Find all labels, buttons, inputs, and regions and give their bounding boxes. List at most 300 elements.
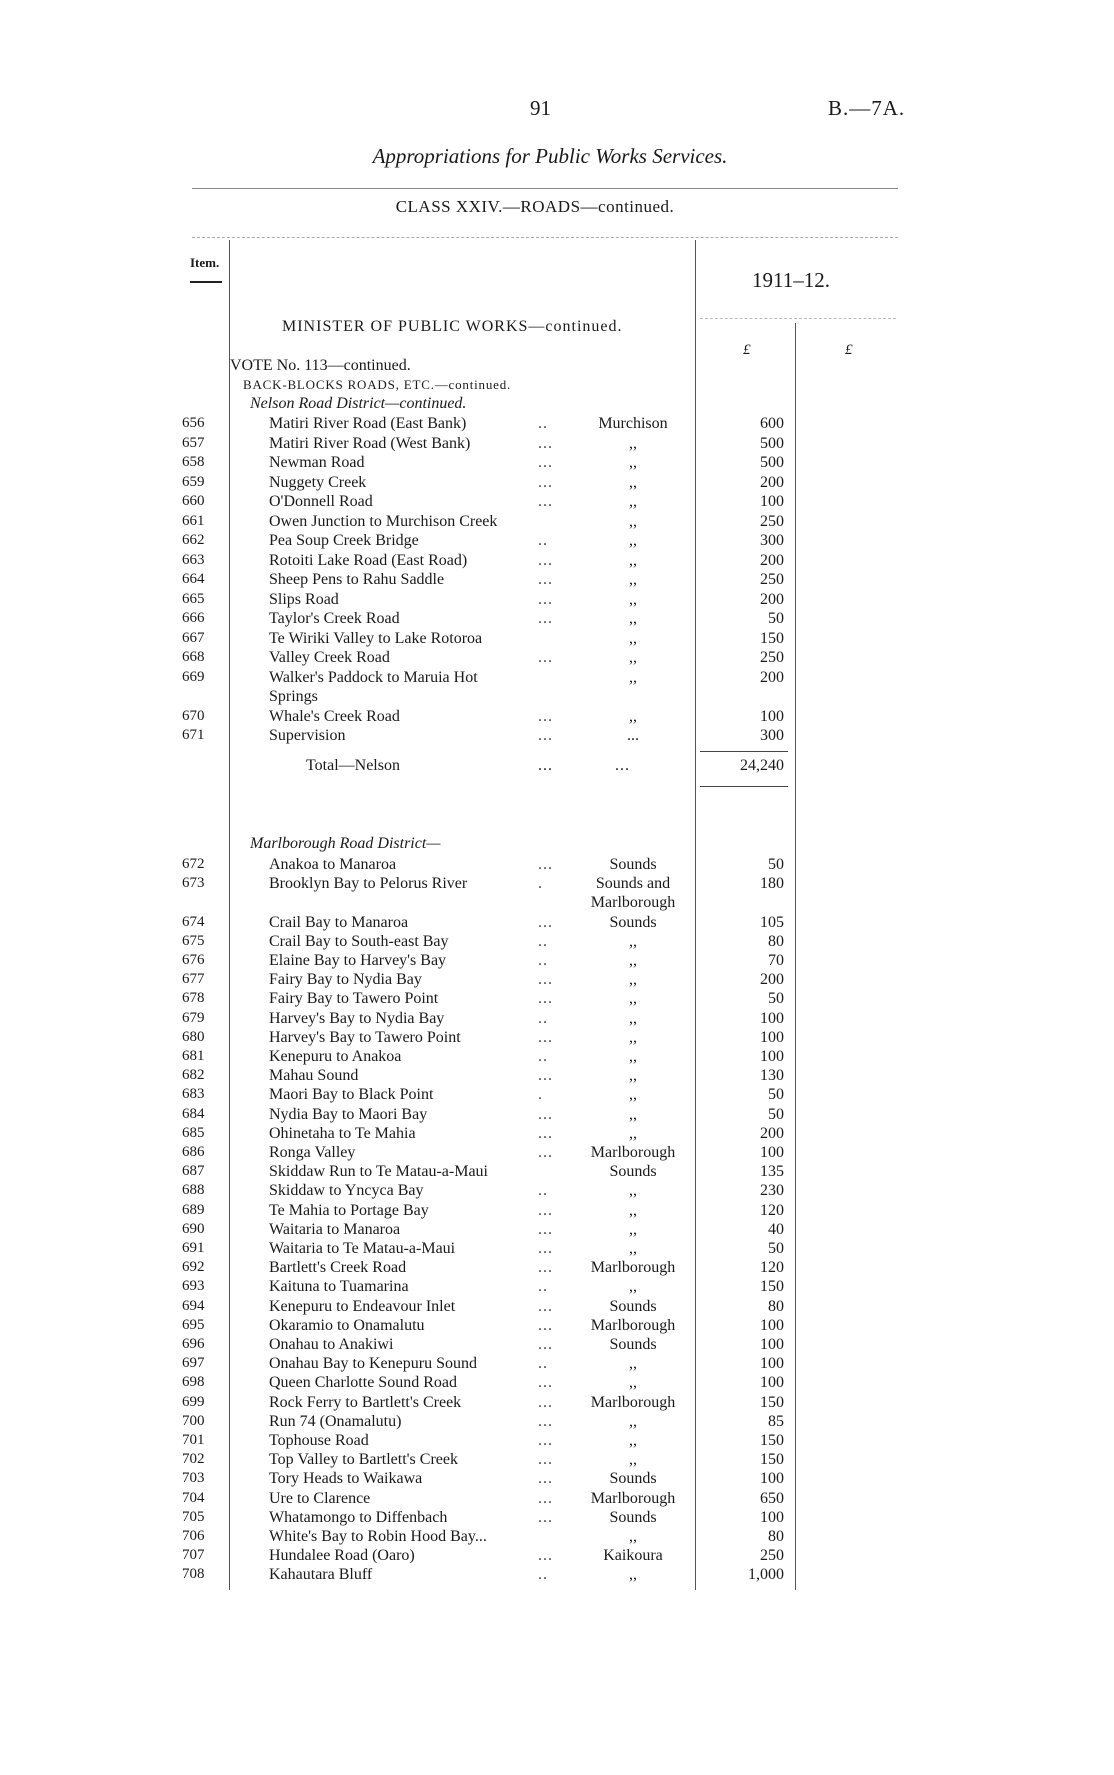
- item-name: Brooklyn Bay to Pelorus River: [269, 875, 468, 893]
- table-row: [0, 1106, 1114, 1125]
- item-amount: 50: [768, 1086, 784, 1104]
- table-row: [0, 610, 1114, 629]
- leader-dots: ...: [538, 1508, 553, 1526]
- district-name: ,,: [629, 1182, 637, 1200]
- table-row: [0, 630, 1114, 649]
- table-row: [0, 1125, 1114, 1144]
- district-name: ,,: [629, 1105, 637, 1123]
- total-leader-dots: ...: [615, 757, 630, 774]
- table-row: [0, 1182, 1114, 1201]
- leader-dots: ..: [538, 1278, 548, 1296]
- table-row: [0, 435, 1114, 454]
- district-name: ,,: [629, 434, 637, 452]
- table-row: [0, 571, 1114, 590]
- leader-dots: ..: [538, 532, 548, 549]
- item-name: Kahautara Bluff: [269, 1566, 373, 1584]
- district-name: ,,: [629, 590, 637, 608]
- item-number: 691: [182, 1240, 205, 1256]
- item-name: Onahau Bay to Kenepuru Sound: [269, 1355, 477, 1373]
- district-name: Marlborough: [590, 1489, 676, 1507]
- district-name: ,,: [629, 1374, 637, 1392]
- item-amount: 150: [760, 1432, 784, 1449]
- item-name: Bartlett's Creek Road: [269, 1259, 407, 1277]
- leader-dots: ...: [538, 473, 553, 491]
- item-number: 689: [182, 1201, 205, 1218]
- district-name: Kaikoura: [603, 1547, 663, 1565]
- item-number: 660: [182, 493, 205, 509]
- item-name: Whale's Creek Road: [269, 707, 400, 725]
- item-name: Kenepuru to Anakoa: [269, 1048, 402, 1065]
- item-name: Tophouse Road: [269, 1432, 369, 1449]
- class-heading: CLASS XXIV.—ROADS—continued.: [395, 197, 675, 216]
- item-name: Okaramio to Onamalutu: [269, 1316, 425, 1334]
- leader-dots: ..: [538, 1182, 548, 1200]
- district-name: ,,: [629, 1412, 637, 1430]
- item-amount: 70: [768, 952, 784, 969]
- district-name: ,,: [629, 629, 637, 647]
- district-name: ,,: [629, 1124, 637, 1142]
- item-amount: 100: [760, 1144, 784, 1161]
- table-row: [0, 933, 1114, 952]
- item-name: Maori Bay to Black Point: [269, 1086, 434, 1104]
- item-amount: 50: [768, 1240, 784, 1257]
- item-number: 681: [182, 1048, 205, 1064]
- item-amount: 300: [760, 532, 784, 549]
- item-amount: 180: [760, 875, 784, 893]
- table-row: [0, 990, 1114, 1009]
- table-row: [0, 1278, 1114, 1297]
- table-row: [0, 591, 1114, 610]
- district-name: Sounds: [609, 1470, 657, 1488]
- district-name: ,,: [629, 971, 637, 989]
- item-number: 687: [182, 1163, 205, 1180]
- item-name: Fairy Bay to Nydia Bay: [269, 971, 422, 989]
- district-name: ,,: [629, 1355, 637, 1373]
- item-number: 667: [182, 629, 205, 646]
- item-number: 657: [182, 434, 205, 451]
- item-name: Run 74 (Onamalutu): [269, 1412, 402, 1430]
- district-name: ,,: [629, 1009, 637, 1027]
- item-amount: 50: [768, 1105, 784, 1123]
- leader-dots: ...: [538, 1336, 553, 1353]
- district-name: Sounds: [609, 856, 657, 873]
- item-number: 708: [182, 1566, 205, 1583]
- item-number: 686: [182, 1144, 205, 1160]
- leader-dots: ..: [538, 1009, 548, 1027]
- table-row: [0, 532, 1114, 551]
- item-amount: 80: [768, 1297, 784, 1315]
- table-row: [0, 1202, 1114, 1221]
- item-number: 658: [182, 454, 205, 470]
- table-row: [0, 1048, 1114, 1067]
- item-name: Onahau to Anakiwi: [269, 1336, 394, 1353]
- marlborough-district-heading: Marlborough Road District—: [250, 835, 441, 852]
- leader-dots: ...: [538, 913, 553, 931]
- table-row: [0, 1221, 1114, 1240]
- year-column-header: 1911–12.: [752, 268, 830, 292]
- table-row: [0, 1259, 1114, 1278]
- item-amount: 200: [760, 971, 784, 989]
- leader-dots: ...: [538, 1144, 553, 1161]
- district-name: ,,: [629, 1048, 637, 1065]
- item-number: 664: [182, 571, 205, 587]
- total-rule-bottom: [700, 786, 788, 787]
- district-name: ,,: [629, 707, 637, 725]
- table-row: [0, 914, 1114, 933]
- item-amount: 200: [760, 473, 784, 491]
- item-amount: 100: [760, 1336, 784, 1353]
- item-amount: 120: [760, 1201, 784, 1219]
- item-name: White's Bay to Robin Hood Bay...: [269, 1528, 487, 1545]
- table-row: [0, 952, 1114, 971]
- leader-dots: ...: [538, 1105, 553, 1123]
- item-name: Rock Ferry to Bartlett's Creek: [269, 1393, 462, 1411]
- district-name: ,,: [629, 473, 637, 491]
- item-amount: 120: [760, 1259, 784, 1277]
- table-row: [0, 513, 1114, 532]
- item-name: Skiddaw Run to Te Matau-a-Maui: [269, 1163, 488, 1181]
- leader-dots: ...: [538, 1297, 553, 1315]
- item-amount: 150: [760, 1278, 784, 1296]
- item-name: Harvey's Bay to Tawero Point: [269, 1028, 461, 1046]
- leader-dots: ..: [538, 952, 548, 969]
- item-amount: 100: [760, 1009, 784, 1027]
- item-number: 683: [182, 1086, 205, 1103]
- leader-dots: ...: [538, 590, 553, 608]
- district-name: ,,: [629, 454, 637, 471]
- item-number: 656: [182, 415, 205, 431]
- table-row: [0, 552, 1114, 571]
- district-name: ,,: [629, 551, 637, 569]
- table-row: [0, 1374, 1114, 1393]
- class-rule: [192, 237, 898, 238]
- item-amount: 230: [760, 1182, 784, 1200]
- district-name: Sounds: [609, 1163, 657, 1181]
- district-name: ,,: [629, 1028, 637, 1046]
- table-row: [0, 454, 1114, 473]
- item-number: 688: [182, 1182, 205, 1199]
- item-name: Fairy Bay to Tawero Point: [269, 990, 439, 1008]
- item-amount: 150: [760, 629, 784, 647]
- item-number: 694: [182, 1297, 205, 1314]
- district-name: Marlborough: [590, 894, 676, 912]
- item-name: Ronga Valley: [269, 1144, 356, 1161]
- leader-dots: ..: [538, 932, 548, 950]
- table-row: [0, 708, 1114, 727]
- item-number: 659: [182, 473, 205, 490]
- item-name: Queen Charlotte Sound Road: [269, 1374, 457, 1392]
- table-row: [0, 894, 1114, 913]
- item-amount: 100: [760, 1355, 784, 1373]
- item-amount: 80: [768, 932, 784, 950]
- leader-dots: ...: [538, 1393, 553, 1411]
- back-blocks-heading: BACK-BLOCKS ROADS, ETC.—continued.: [243, 377, 512, 392]
- item-name: Waitaria to Te Matau-a-Maui: [269, 1240, 456, 1257]
- leader-dots: .: [538, 1086, 543, 1104]
- item-number: 702: [182, 1451, 205, 1468]
- item-number: 666: [182, 610, 205, 626]
- year-subrule: [700, 318, 896, 319]
- item-number: 698: [182, 1374, 205, 1391]
- item-number: 703: [182, 1470, 205, 1487]
- item-number: 706: [182, 1528, 205, 1544]
- item-name: Tory Heads to Waikawa: [269, 1470, 423, 1488]
- leader-dots: ...: [538, 1124, 553, 1142]
- table-row: [0, 875, 1114, 894]
- item-amount: 100: [760, 707, 784, 725]
- leader-dots: ...: [538, 1547, 553, 1565]
- item-name: Walker's Paddock to Maruia Hot: [269, 668, 478, 686]
- title-rule: [192, 188, 898, 189]
- item-number: 696: [182, 1336, 205, 1352]
- district-name: ,,: [629, 668, 637, 686]
- district-name: ,,: [629, 512, 637, 530]
- district-name: ,,: [629, 1240, 637, 1257]
- table-row: [0, 1086, 1114, 1105]
- item-number: 701: [182, 1432, 205, 1448]
- item-name: Rotoiti Lake Road (East Road): [269, 551, 468, 569]
- district-name: ,,: [629, 1566, 637, 1584]
- district-name: ,,: [629, 1220, 637, 1238]
- item-name: Ohinetaha to Te Mahia: [269, 1124, 416, 1142]
- district-name: ...: [627, 727, 639, 744]
- total-rule-top: [700, 751, 788, 752]
- item-amount: 100: [760, 1508, 784, 1526]
- item-amount: 50: [768, 856, 784, 873]
- leader-dots: ...: [538, 1470, 553, 1488]
- item-amount: 130: [760, 1067, 784, 1085]
- total-label: Total—Nelson: [306, 757, 400, 774]
- table-row: [0, 1355, 1114, 1374]
- district-name: ,,: [629, 952, 637, 969]
- item-amount: 600: [760, 415, 784, 432]
- leader-dots: ...: [538, 1316, 553, 1334]
- district-name: Marlborough: [590, 1259, 676, 1277]
- item-number: 662: [182, 532, 205, 548]
- item-amount: 40: [768, 1220, 784, 1238]
- item-number: 665: [182, 590, 205, 607]
- item-number: 685: [182, 1124, 205, 1141]
- item-amount: 100: [760, 1316, 784, 1334]
- table-row: [0, 649, 1114, 668]
- item-name: Waitaria to Manaroa: [269, 1220, 401, 1238]
- item-name: Kaituna to Tuamarina: [269, 1278, 409, 1296]
- table-row: [0, 1547, 1114, 1566]
- leader-dots: ...: [538, 493, 553, 510]
- item-amount: 85: [768, 1412, 784, 1430]
- item-amount: 200: [760, 551, 784, 569]
- table-row: [0, 1067, 1114, 1086]
- item-number: 680: [182, 1028, 205, 1045]
- item-amount: 650: [760, 1489, 784, 1507]
- leader-dots: ...: [538, 610, 553, 627]
- leader-dots: ...: [538, 727, 553, 744]
- vote-heading: VOTE No. 113—continued.: [230, 357, 411, 374]
- pound-symbol-2: £: [845, 342, 853, 358]
- leader-dots: ..: [538, 415, 548, 432]
- table-row: [0, 1566, 1114, 1585]
- item-name: Taylor's Creek Road: [269, 610, 400, 627]
- total-amount: 24,240: [740, 757, 784, 774]
- item-amount: 50: [768, 990, 784, 1008]
- item-name: Matiri River Road (East Bank): [269, 415, 467, 432]
- item-number: 668: [182, 649, 205, 665]
- district-name: ,,: [629, 1067, 637, 1085]
- table-row: [0, 1509, 1114, 1528]
- item-name: Skiddaw to Yncyca Bay: [269, 1182, 424, 1200]
- district-name: Sounds: [609, 1297, 657, 1315]
- item-amount: 105: [760, 913, 784, 931]
- district-name: ,,: [629, 1528, 637, 1545]
- item-name: Nuggety Creek: [269, 473, 367, 491]
- item-number: 678: [182, 990, 205, 1007]
- district-name: ,,: [629, 1201, 637, 1219]
- item-header-rule: [190, 281, 222, 283]
- table-row: [0, 1470, 1114, 1489]
- leader-dots: ...: [538, 1201, 553, 1219]
- item-name: Pea Soup Creek Bridge: [269, 532, 419, 549]
- item-name: Ure to Clarence: [269, 1489, 371, 1507]
- pound-symbol-1: £: [743, 342, 751, 358]
- district-name: ,,: [629, 532, 637, 549]
- item-number: 705: [182, 1508, 205, 1525]
- district-name: ,,: [629, 1451, 637, 1469]
- table-row: [0, 669, 1114, 688]
- leader-dots: ...: [538, 571, 553, 588]
- item-amount: 100: [760, 1470, 784, 1488]
- leader-dots: ...: [538, 551, 553, 569]
- item-name: Whatamongo to Diffenbach: [269, 1508, 448, 1526]
- item-amount: 150: [760, 1393, 784, 1411]
- item-amount: 200: [760, 668, 784, 686]
- table-row: [0, 1298, 1114, 1317]
- leader-dots: ..: [538, 1566, 548, 1584]
- item-name: Kenepuru to Endeavour Inlet: [269, 1297, 456, 1315]
- item-number: 671: [182, 727, 205, 743]
- table-row: [0, 1163, 1114, 1182]
- leader-dots: ...: [538, 454, 553, 471]
- item-number: 690: [182, 1220, 205, 1237]
- table-row: [0, 1010, 1114, 1029]
- item-number: 669: [182, 668, 205, 685]
- leader-dots: ...: [538, 434, 553, 452]
- leader-dots: ...: [538, 1432, 553, 1449]
- table-row: [0, 727, 1114, 746]
- district-name: Murchison: [598, 415, 668, 432]
- item-name: Nydia Bay to Maori Bay: [269, 1105, 428, 1123]
- leader-dots: ...: [538, 1240, 553, 1257]
- document-reference: B.—7A.: [828, 96, 906, 120]
- district-name: ,,: [629, 1278, 637, 1296]
- page-number: 91: [530, 96, 551, 120]
- table-row: [0, 493, 1114, 512]
- item-name: Top Valley to Bartlett's Creek: [269, 1451, 458, 1469]
- minister-heading: MINISTER OF PUBLIC WORKS—continued.: [282, 318, 623, 335]
- item-name: Harvey's Bay to Nydia Bay: [269, 1009, 445, 1027]
- leader-dots: ...: [538, 1374, 553, 1392]
- district-name: Sounds: [609, 1508, 657, 1526]
- table-row: [0, 1413, 1114, 1432]
- item-number: 699: [182, 1393, 205, 1410]
- item-number: 663: [182, 551, 205, 568]
- item-column-header: Item.: [190, 255, 220, 270]
- item-amount: 200: [760, 1124, 784, 1142]
- item-number: 684: [182, 1105, 205, 1122]
- item-number: 692: [182, 1259, 205, 1276]
- leader-dots: ...: [538, 1028, 553, 1046]
- table-row: [0, 1394, 1114, 1413]
- item-amount: 1,000: [748, 1566, 784, 1584]
- item-name: Slips Road: [269, 590, 339, 608]
- item-amount: 500: [760, 454, 784, 471]
- district-name: ,,: [629, 571, 637, 588]
- item-number: 697: [182, 1355, 205, 1372]
- table-row: [0, 1451, 1114, 1470]
- item-amount: 250: [760, 1547, 784, 1565]
- leader-dots: ...: [538, 1259, 553, 1277]
- item-name: Newman Road: [269, 454, 365, 471]
- leader-dots: ...: [538, 990, 553, 1008]
- item-number: 682: [182, 1067, 205, 1084]
- page-title: Appropriations for Public Works Services.: [372, 144, 728, 168]
- item-name: Te Mahia to Portage Bay: [269, 1201, 429, 1219]
- leader-dots: ...: [538, 971, 553, 989]
- district-name: ,,: [629, 1086, 637, 1104]
- item-name: Sheep Pens to Rahu Saddle: [269, 571, 445, 588]
- leader-dots: ...: [538, 1067, 553, 1085]
- item-amount: 500: [760, 434, 784, 452]
- leader-dots: ..: [538, 1355, 548, 1373]
- item-number: 707: [182, 1547, 205, 1564]
- nelson-district-heading: Nelson Road District—continued.: [250, 395, 467, 412]
- table-row: [0, 1240, 1114, 1259]
- item-number: 673: [182, 875, 205, 892]
- item-name: Hundalee Road (Oaro): [269, 1547, 415, 1565]
- item-name: Te Wiriki Valley to Lake Rotoroa: [269, 629, 483, 647]
- table-row: [0, 1490, 1114, 1509]
- item-number: 676: [182, 952, 205, 968]
- district-name: ,,: [629, 610, 637, 627]
- item-name: Springs: [269, 688, 318, 705]
- item-amount: 250: [760, 571, 784, 588]
- item-name: Valley Creek Road: [269, 649, 390, 666]
- item-amount: 50: [768, 610, 784, 627]
- item-amount: 150: [760, 1451, 784, 1469]
- item-number: 674: [182, 913, 205, 930]
- table-row: [0, 1317, 1114, 1336]
- item-name: Matiri River Road (West Bank): [269, 434, 471, 452]
- table-row: [0, 1528, 1114, 1547]
- table-row: [0, 1144, 1114, 1163]
- item-amount: 100: [760, 1374, 784, 1392]
- item-number: 679: [182, 1009, 205, 1026]
- district-name: ,,: [629, 649, 637, 666]
- district-name: ,,: [629, 990, 637, 1008]
- item-amount: 100: [760, 1048, 784, 1065]
- district-name: Marlborough: [590, 1393, 676, 1411]
- item-amount: 80: [768, 1528, 784, 1545]
- leader-dots: ...: [538, 707, 553, 725]
- leader-dots: ...: [538, 1220, 553, 1238]
- item-number: 677: [182, 971, 205, 988]
- item-number: 675: [182, 932, 205, 949]
- item-amount: 100: [760, 1028, 784, 1046]
- item-name: Anakoa to Manaroa: [269, 856, 397, 873]
- district-name: Marlborough: [590, 1144, 676, 1161]
- leader-dots: ...: [538, 1412, 553, 1430]
- table-row: [0, 474, 1114, 493]
- item-amount: 300: [760, 727, 784, 744]
